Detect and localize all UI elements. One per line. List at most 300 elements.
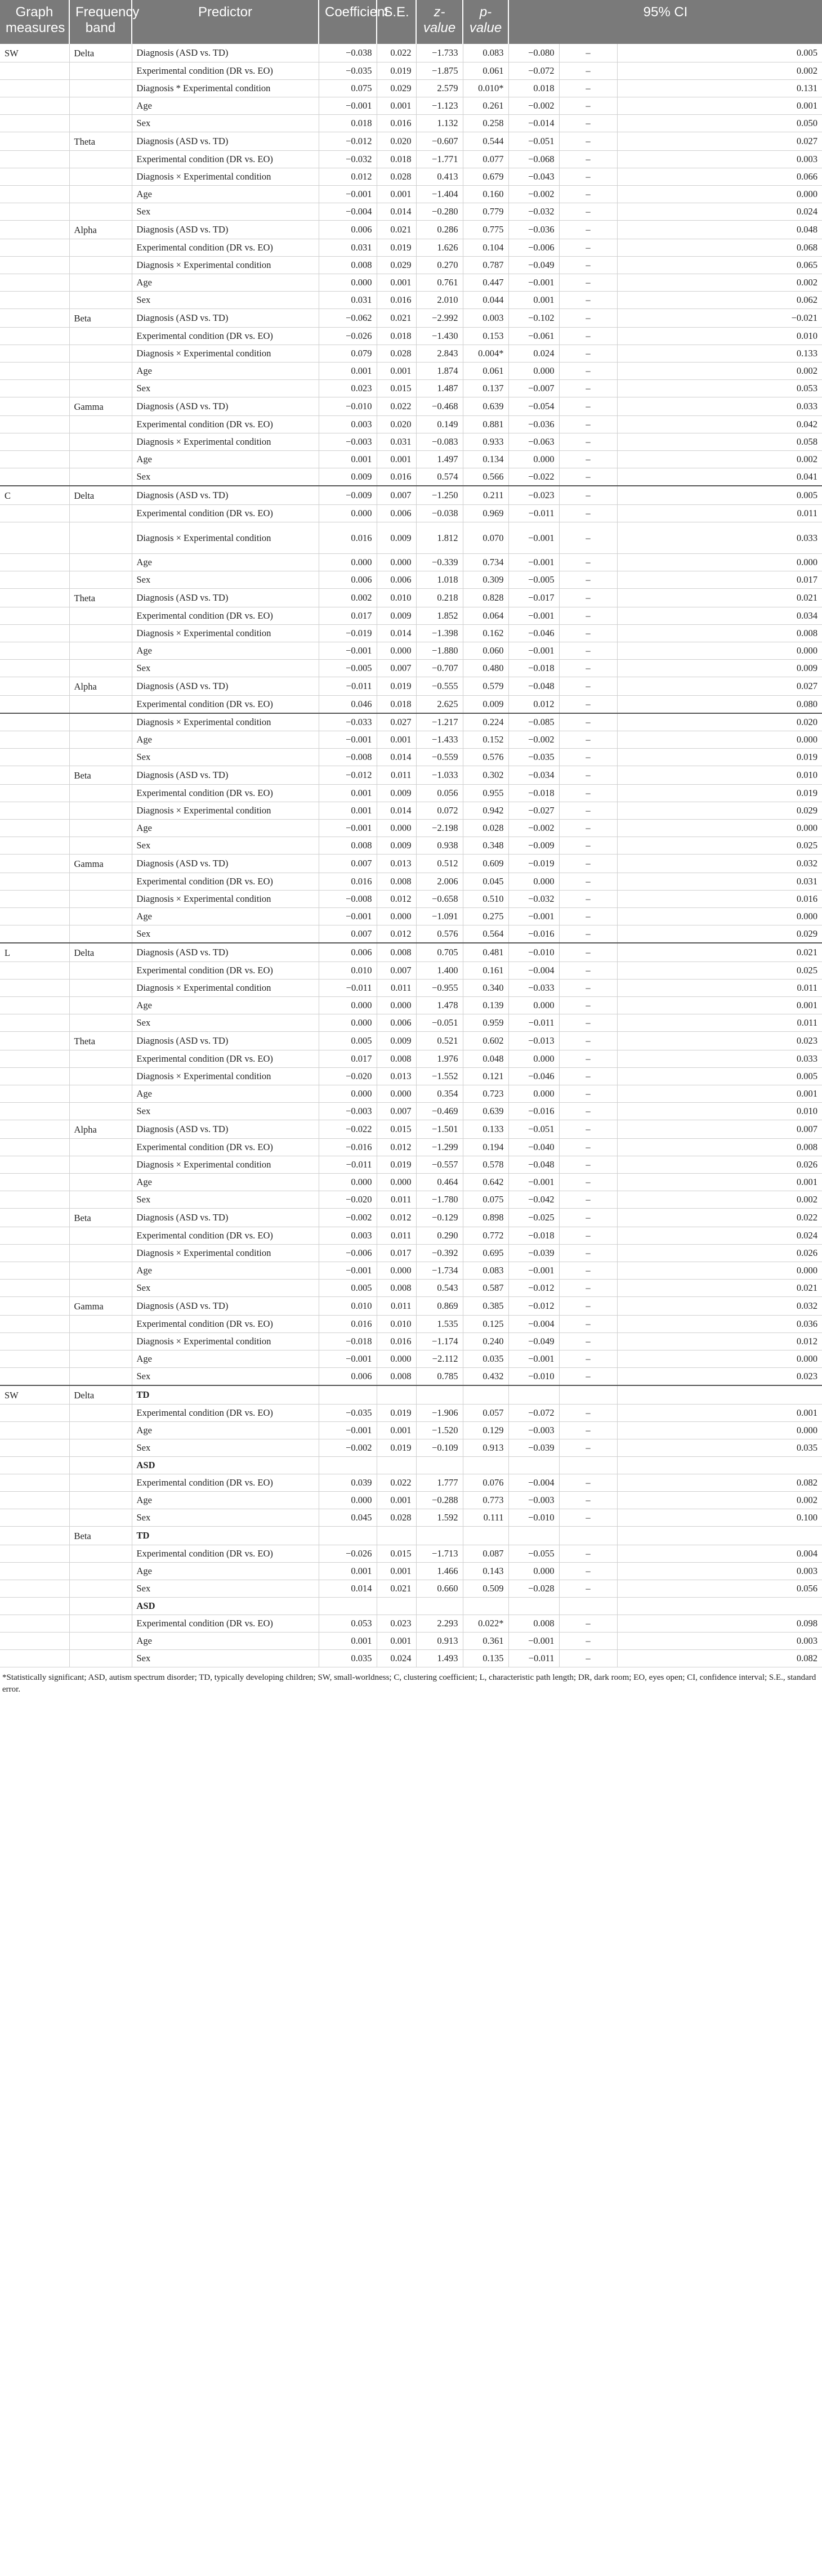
ci-lower-cell: −0.010 [508, 1509, 559, 1527]
se-cell: 0.021 [377, 309, 416, 328]
se-cell: 0.019 [377, 1156, 416, 1174]
ci-lower-cell: −0.046 [508, 625, 559, 642]
se-cell: 0.007 [377, 1103, 416, 1120]
frequency-band-cell [69, 625, 132, 642]
graph-measure-cell [0, 1439, 69, 1457]
predictor-cell: Sex [132, 1191, 319, 1209]
pvalue-cell: 0.898 [463, 1209, 508, 1227]
ci-lower-cell: −0.003 [508, 1422, 559, 1439]
predictor-cell: Sex [132, 1280, 319, 1297]
table-footnote: *Statistically significant; ASD, autism spectrum disorder; TD, typically developing children; SW, small-worldness; C, clustering coefficient; L, characteristic path length; DR, dark room; EO, eyes open; CI, confidence interval; S.E., standard error. [2, 1673, 816, 1694]
pvalue-cell: 0.152 [463, 731, 508, 749]
ci-dash-cell: – [559, 1650, 617, 1667]
ci-lower-cell: −0.001 [508, 908, 559, 925]
pvalue-cell: 0.083 [463, 1262, 508, 1280]
graph-measure-cell [0, 380, 69, 397]
coefficient-cell: 0.001 [319, 451, 377, 468]
pvalue-cell: 0.139 [463, 997, 508, 1014]
ci-dash-cell: – [559, 1032, 617, 1050]
se-cell: 0.011 [377, 1297, 416, 1316]
predictor-cell: Experimental condition (DR vs. EO) [132, 696, 319, 714]
graph-measure-cell [0, 589, 69, 607]
pvalue-cell: 0.076 [463, 1474, 508, 1492]
pvalue-cell: 0.779 [463, 203, 508, 221]
zvalue-cell: −2.112 [416, 1350, 463, 1368]
se-cell: 0.007 [377, 962, 416, 980]
pvalue-cell: 0.211 [463, 486, 508, 505]
coefficient-cell: 0.000 [319, 1174, 377, 1191]
frequency-band-cell [69, 1068, 132, 1085]
zvalue-cell: −0.038 [416, 505, 463, 522]
ci-upper-cell: 0.019 [617, 749, 822, 766]
se-cell: 0.000 [377, 642, 416, 660]
zvalue-cell: −1.033 [416, 766, 463, 785]
table-header [0, 0, 822, 44]
graph-measure-cell: C [0, 486, 69, 505]
frequency-band-cell [69, 1333, 132, 1350]
predictor-cell: Sex [132, 749, 319, 766]
frequency-band-cell [69, 380, 132, 397]
se-cell: 0.022 [377, 44, 416, 62]
pvalue-cell: 0.642 [463, 1174, 508, 1191]
frequency-band-cell [69, 997, 132, 1014]
pvalue-cell: 0.510 [463, 891, 508, 908]
ci-upper-cell: 0.016 [617, 891, 822, 908]
pvalue-cell: 0.385 [463, 1297, 508, 1316]
predictor-cell: TD [132, 1527, 319, 1545]
coefficient-cell: −0.009 [319, 486, 377, 505]
ci-lower-cell: 0.000 [508, 1085, 559, 1103]
ci-lower-cell: −0.018 [508, 660, 559, 677]
coefficient-cell: 0.079 [319, 345, 377, 363]
predictor-cell: Age [132, 908, 319, 925]
ci-lower-cell: −0.072 [508, 1405, 559, 1422]
se-cell: 0.000 [377, 997, 416, 1014]
coefficient-cell: 0.000 [319, 1492, 377, 1509]
pvalue-cell: 0.959 [463, 1014, 508, 1032]
graph-measure-cell [0, 115, 69, 132]
ci-lower-cell: −0.011 [508, 1014, 559, 1032]
ci-upper-cell: 0.002 [617, 62, 822, 80]
se-cell: 0.016 [377, 115, 416, 132]
predictor-cell: Diagnosis × Experimental condition [132, 345, 319, 363]
graph-measure-cell [0, 1422, 69, 1439]
predictor-cell: Age [132, 1492, 319, 1509]
coefficient-cell: 0.002 [319, 589, 377, 607]
graph-measure-cell [0, 1156, 69, 1174]
coefficient-cell: 0.001 [319, 802, 377, 820]
graph-measure-cell [0, 292, 69, 309]
zvalue-cell: −0.392 [416, 1245, 463, 1262]
coefficient-cell: 0.039 [319, 1474, 377, 1492]
frequency-band-cell [69, 1103, 132, 1120]
se-cell: 0.013 [377, 855, 416, 873]
zvalue-cell: −1.713 [416, 1545, 463, 1563]
zvalue-cell: −1.880 [416, 642, 463, 660]
ci-lower-cell: −0.017 [508, 589, 559, 607]
table-row [0, 221, 822, 239]
coefficient-cell: −0.001 [319, 97, 377, 115]
graph-measure-cell [0, 837, 69, 855]
pvalue-cell: 0.162 [463, 625, 508, 642]
ci-upper-cell: 0.058 [617, 433, 822, 451]
ci-upper-cell: 0.032 [617, 1297, 822, 1316]
table-row [0, 1103, 822, 1120]
zvalue-cell: −0.707 [416, 660, 463, 677]
coefficient-cell: −0.011 [319, 677, 377, 696]
graph-measure-cell [0, 749, 69, 766]
ci-upper-cell: 0.019 [617, 785, 822, 802]
ci-upper-cell: 0.000 [617, 186, 822, 203]
ci-dash-cell: – [559, 345, 617, 363]
zvalue-cell: 0.270 [416, 257, 463, 274]
se-cell: 0.015 [377, 1545, 416, 1563]
ci-upper-cell: 0.023 [617, 1032, 822, 1050]
frequency-band-cell [69, 115, 132, 132]
coefficient-cell: 0.018 [319, 115, 377, 132]
frequency-band-cell [69, 1280, 132, 1297]
frequency-band-cell [69, 468, 132, 486]
zvalue-cell: 1.018 [416, 571, 463, 589]
ci-lower-cell: 0.000 [508, 1563, 559, 1580]
ci-upper-cell: 0.000 [617, 908, 822, 925]
coefficient-cell: 0.000 [319, 274, 377, 292]
frequency-band-cell: Theta [69, 589, 132, 607]
graph-measure-cell [0, 1615, 69, 1633]
zvalue-cell: −1.174 [416, 1333, 463, 1350]
graph-measure-cell [0, 451, 69, 468]
predictor-cell: Age [132, 1633, 319, 1650]
pvalue-cell: 0.579 [463, 677, 508, 696]
ci-upper-cell: 0.066 [617, 168, 822, 186]
ci-upper-cell: 0.056 [617, 1580, 822, 1598]
coefficient-cell: −0.001 [319, 186, 377, 203]
zvalue-cell: 1.466 [416, 1563, 463, 1580]
ci-upper-cell: 0.033 [617, 397, 822, 416]
graph-measure-cell [0, 186, 69, 203]
ci-upper-cell: 0.027 [617, 132, 822, 151]
ci-dash-cell: – [559, 642, 617, 660]
se-cell: 0.001 [377, 363, 416, 380]
zvalue-cell: −1.733 [416, 44, 463, 62]
frequency-band-cell [69, 802, 132, 820]
zvalue-cell: −1.771 [416, 151, 463, 168]
pvalue-cell: 0.035 [463, 1350, 508, 1368]
se-cell: 0.013 [377, 1068, 416, 1085]
ci-upper-cell: 0.000 [617, 554, 822, 571]
ci-dash-cell: – [559, 1068, 617, 1085]
table-row [0, 677, 822, 696]
ci-upper-cell: 0.021 [617, 1280, 822, 1297]
ci-lower-cell: −0.007 [508, 380, 559, 397]
table-row [0, 1405, 822, 1422]
se-cell: 0.010 [377, 589, 416, 607]
ci-upper-cell: 0.001 [617, 1405, 822, 1422]
ci-upper-cell: 0.002 [617, 274, 822, 292]
graph-measure-cell [0, 1050, 69, 1068]
graph-measure-cell [0, 820, 69, 837]
frequency-band-cell [69, 328, 132, 345]
ci-dash-cell: – [559, 1174, 617, 1191]
zvalue-cell: −1.734 [416, 1262, 463, 1280]
ci-lower-cell: −0.027 [508, 802, 559, 820]
graph-measure-cell [0, 62, 69, 80]
se-cell: 0.019 [377, 677, 416, 696]
predictor-cell: Diagnosis (ASD vs. TD) [132, 589, 319, 607]
se-cell: 0.014 [377, 203, 416, 221]
frequency-band-cell [69, 1156, 132, 1174]
ci-upper-cell: 0.002 [617, 451, 822, 468]
coefficient-cell: −0.001 [319, 731, 377, 749]
table-row [0, 1474, 822, 1492]
pvalue-cell: 0.723 [463, 1085, 508, 1103]
coefficient-cell: −0.022 [319, 1120, 377, 1139]
ci-upper-cell: 0.020 [617, 713, 822, 731]
table-row [0, 1068, 822, 1085]
frequency-band-cell: Theta [69, 1032, 132, 1050]
se-cell: 0.016 [377, 468, 416, 486]
se-cell: 0.009 [377, 607, 416, 625]
ci-lower-cell: −0.011 [508, 1650, 559, 1667]
table-row [0, 1032, 822, 1050]
ci-lower-cell: −0.068 [508, 151, 559, 168]
frequency-band-cell [69, 908, 132, 925]
ci-lower-cell: −0.085 [508, 713, 559, 731]
ci-upper-cell: 0.000 [617, 731, 822, 749]
pvalue-cell [463, 1527, 508, 1545]
pvalue-cell: 0.564 [463, 925, 508, 943]
table-row [0, 451, 822, 468]
se-cell: 0.018 [377, 696, 416, 714]
coefficient-cell: 0.010 [319, 1297, 377, 1316]
graph-measure-cell [0, 1368, 69, 1386]
ci-dash-cell: – [559, 1316, 617, 1333]
predictor-cell: Diagnosis × Experimental condition [132, 1333, 319, 1350]
ci-upper-cell: 0.011 [617, 980, 822, 997]
ci-lower-cell: −0.035 [508, 749, 559, 766]
table-row [0, 554, 822, 571]
graph-measure-cell [0, 1139, 69, 1156]
frequency-band-cell [69, 1457, 132, 1474]
zvalue-cell: 0.785 [416, 1368, 463, 1386]
pvalue-cell: 0.942 [463, 802, 508, 820]
pvalue-cell: 0.010* [463, 80, 508, 97]
graph-measure-cell [0, 785, 69, 802]
pvalue-cell: 0.153 [463, 328, 508, 345]
ci-lower-cell: −0.004 [508, 962, 559, 980]
pvalue-cell: 0.135 [463, 1650, 508, 1667]
graph-measure-cell [0, 1068, 69, 1085]
predictor-cell: Sex [132, 203, 319, 221]
pvalue-cell: 0.544 [463, 132, 508, 151]
frequency-band-cell [69, 451, 132, 468]
pvalue-cell: 0.576 [463, 749, 508, 766]
se-cell: 0.011 [377, 980, 416, 997]
coefficient-cell: −0.019 [319, 625, 377, 642]
table-row [0, 522, 822, 554]
table-row [0, 468, 822, 486]
frequency-band-cell [69, 203, 132, 221]
table-row [0, 1385, 822, 1405]
ci-dash-cell: – [559, 766, 617, 785]
ci-upper-cell [617, 1385, 822, 1405]
ci-dash-cell: – [559, 1368, 617, 1386]
frequency-band-cell: Delta [69, 1385, 132, 1405]
ci-lower-cell: −0.002 [508, 731, 559, 749]
zvalue-cell: 2.010 [416, 292, 463, 309]
zvalue-cell: −1.780 [416, 1191, 463, 1209]
coefficient-cell [319, 1598, 377, 1615]
frequency-band-cell [69, 891, 132, 908]
ci-lower-cell: −0.036 [508, 221, 559, 239]
coefficient-cell: −0.011 [319, 1156, 377, 1174]
ci-upper-cell: 0.082 [617, 1650, 822, 1667]
ci-upper-cell: 0.036 [617, 1316, 822, 1333]
ci-upper-cell: 0.011 [617, 505, 822, 522]
predictor-cell: Sex [132, 380, 319, 397]
ci-upper-cell: 0.000 [617, 1262, 822, 1280]
predictor-cell: Experimental condition (DR vs. EO) [132, 962, 319, 980]
coefficient-cell: −0.018 [319, 1333, 377, 1350]
ci-dash-cell: – [559, 607, 617, 625]
pvalue-cell: 0.881 [463, 416, 508, 433]
graph-measure-cell [0, 891, 69, 908]
coefficient-cell: −0.008 [319, 891, 377, 908]
coefficient-cell: 0.017 [319, 607, 377, 625]
ci-upper-cell: 0.032 [617, 855, 822, 873]
zvalue-cell: −0.557 [416, 1156, 463, 1174]
ci-dash-cell: – [559, 696, 617, 714]
ci-upper-cell: 0.068 [617, 239, 822, 257]
graph-measure-cell [0, 416, 69, 433]
ci-lower-cell: −0.018 [508, 1227, 559, 1245]
se-cell: 0.019 [377, 62, 416, 80]
coefficient-cell: 0.001 [319, 785, 377, 802]
ci-dash-cell: – [559, 1333, 617, 1350]
zvalue-cell: −1.552 [416, 1068, 463, 1085]
predictor-cell: Sex [132, 660, 319, 677]
ci-lower-cell: −0.022 [508, 468, 559, 486]
table-row [0, 1297, 822, 1316]
ci-dash-cell: – [559, 1120, 617, 1139]
coefficient-cell: 0.023 [319, 380, 377, 397]
zvalue-cell: 1.535 [416, 1316, 463, 1333]
ci-dash-cell: – [559, 571, 617, 589]
se-cell: 0.001 [377, 1563, 416, 1580]
pvalue-cell: 0.772 [463, 1227, 508, 1245]
ci-dash-cell: – [559, 962, 617, 980]
pvalue-cell: 0.121 [463, 1068, 508, 1085]
graph-measure-cell [0, 1650, 69, 1667]
ci-upper-cell: 0.100 [617, 1509, 822, 1527]
frequency-band-cell [69, 1262, 132, 1280]
frequency-band-cell: Gamma [69, 1297, 132, 1316]
ci-lower-cell: −0.051 [508, 1120, 559, 1139]
zvalue-cell: 2.006 [416, 873, 463, 891]
ci-lower-cell: −0.034 [508, 766, 559, 785]
frequency-band-cell [69, 1191, 132, 1209]
ci-lower-cell [508, 1457, 559, 1474]
ci-dash-cell: – [559, 239, 617, 257]
ci-upper-cell: 0.098 [617, 1615, 822, 1633]
pvalue-cell: 0.143 [463, 1563, 508, 1580]
ci-dash-cell [559, 1385, 617, 1405]
header-pvalue: p-value [463, 0, 508, 44]
graph-measure-cell [0, 309, 69, 328]
predictor-cell: TD [132, 1385, 319, 1405]
zvalue-cell: −0.339 [416, 554, 463, 571]
ci-lower-cell: 0.012 [508, 696, 559, 714]
predictor-cell: Experimental condition (DR vs. EO) [132, 328, 319, 345]
ci-dash-cell: – [559, 468, 617, 486]
ci-dash-cell: – [559, 1191, 617, 1209]
ci-lower-cell [508, 1385, 559, 1405]
table-row [0, 1545, 822, 1563]
ci-dash-cell: – [559, 97, 617, 115]
zvalue-cell: 0.543 [416, 1280, 463, 1297]
predictor-cell: Diagnosis (ASD vs. TD) [132, 1120, 319, 1139]
frequency-band-cell [69, 1014, 132, 1032]
ci-lower-cell: −0.018 [508, 785, 559, 802]
ci-upper-cell: 0.002 [617, 1492, 822, 1509]
frequency-band-cell: Delta [69, 486, 132, 505]
coefficient-cell: −0.032 [319, 151, 377, 168]
pvalue-cell: 0.009 [463, 696, 508, 714]
ci-dash-cell: – [559, 625, 617, 642]
frequency-band-cell [69, 186, 132, 203]
table-row [0, 749, 822, 766]
ci-upper-cell: 0.022 [617, 1209, 822, 1227]
ci-upper-cell: −0.021 [617, 309, 822, 328]
ci-dash-cell: – [559, 1139, 617, 1156]
frequency-band-cell [69, 1350, 132, 1368]
graph-measure-cell [0, 1245, 69, 1262]
coefficient-cell: −0.033 [319, 713, 377, 731]
frequency-band-cell: Delta [69, 943, 132, 962]
predictor-cell: Age [132, 451, 319, 468]
ci-upper-cell: 0.010 [617, 1103, 822, 1120]
table-row [0, 980, 822, 997]
ci-dash-cell: – [559, 1245, 617, 1262]
pvalue-cell: 0.933 [463, 433, 508, 451]
predictor-cell: Experimental condition (DR vs. EO) [132, 1316, 319, 1333]
ci-lower-cell: −0.028 [508, 1580, 559, 1598]
ci-dash-cell: – [559, 221, 617, 239]
ci-lower-cell [508, 1527, 559, 1545]
ci-lower-cell: −0.003 [508, 1492, 559, 1509]
ci-lower-cell: −0.001 [508, 1350, 559, 1368]
ci-lower-cell: −0.001 [508, 607, 559, 625]
zvalue-cell: 0.761 [416, 274, 463, 292]
ci-lower-cell: −0.042 [508, 1191, 559, 1209]
table-row [0, 1563, 822, 1580]
table-row [0, 1580, 822, 1598]
se-cell: 0.000 [377, 1262, 416, 1280]
coefficient-cell: −0.001 [319, 908, 377, 925]
ci-lower-cell: −0.006 [508, 239, 559, 257]
zvalue-cell: −0.658 [416, 891, 463, 908]
frequency-band-cell: Alpha [69, 677, 132, 696]
frequency-band-cell [69, 1439, 132, 1457]
table-row [0, 943, 822, 962]
zvalue-cell: 0.286 [416, 221, 463, 239]
pvalue-cell: 0.061 [463, 62, 508, 80]
ci-lower-cell: −0.072 [508, 62, 559, 80]
se-cell: 0.001 [377, 97, 416, 115]
ci-dash-cell: – [559, 1280, 617, 1297]
coefficient-cell: 0.003 [319, 416, 377, 433]
graph-measure-cell [0, 168, 69, 186]
